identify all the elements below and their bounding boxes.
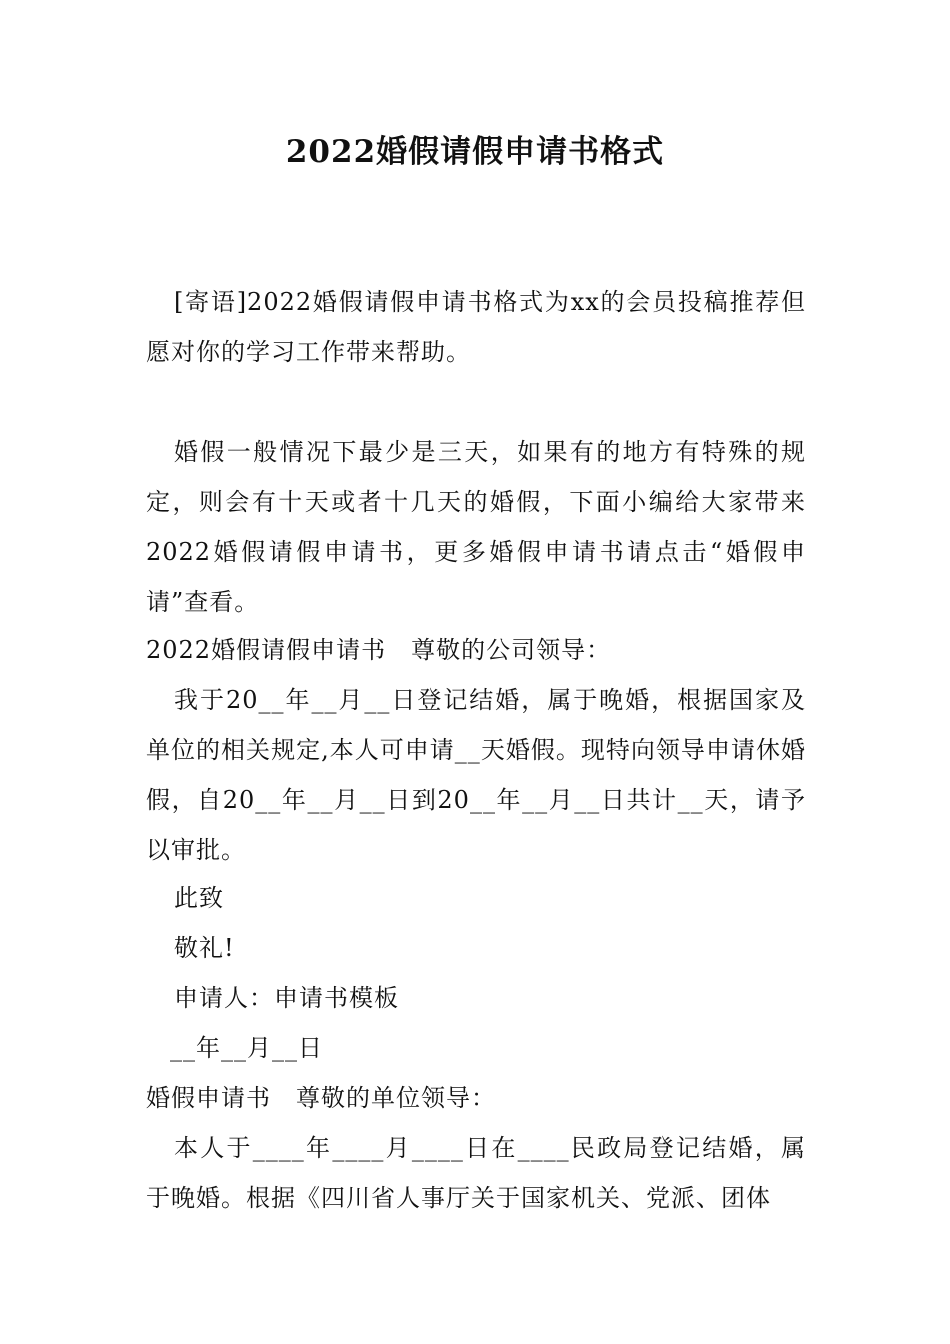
section-heading-1: 2022婚假请假申请书 尊敬的公司领导： <box>146 636 612 664</box>
section-heading-2: 婚假申请书 尊敬的单位领导： <box>146 1084 496 1112</box>
body-paragraph-1: 婚假一般情况下最少是三天，如果有的地方有特殊的规定，则会有十天或者十几天的婚假，下面小编给大家带来2022婚假请假申请书，更多婚假申请书请点击“婚假申请”查看。 <box>146 438 806 616</box>
intro-paragraph: [寄语]2022婚假请假申请书格式为xx的会员投稿推荐但愿对你的学习工作带来帮助。 <box>146 288 806 366</box>
closing-line-2: 敬礼! <box>174 934 235 962</box>
letter-body-1: 我于20__年__月__日登记结婚，属于晚婚，根据国家及单位的相关规定,本人可申请__天婚假。现特向领导申请休婚假，自20__年__月__日到20__年__月__日共计__天，请予以审批。 <box>146 686 806 864</box>
date-line: __年__月__日 <box>170 1034 323 1062</box>
applicant-line: 申请人：申请书模板 <box>174 984 399 1012</box>
closing-line-1: 此致 <box>174 884 224 912</box>
document-title: 2022婚假请假申请书格式 <box>285 134 665 170</box>
letter-body-2: 本人于____年____月____日在____民政局登记结婚，属于晚婚。根据《四川省人事厅关于国家机关、党派、团体 <box>146 1134 806 1212</box>
